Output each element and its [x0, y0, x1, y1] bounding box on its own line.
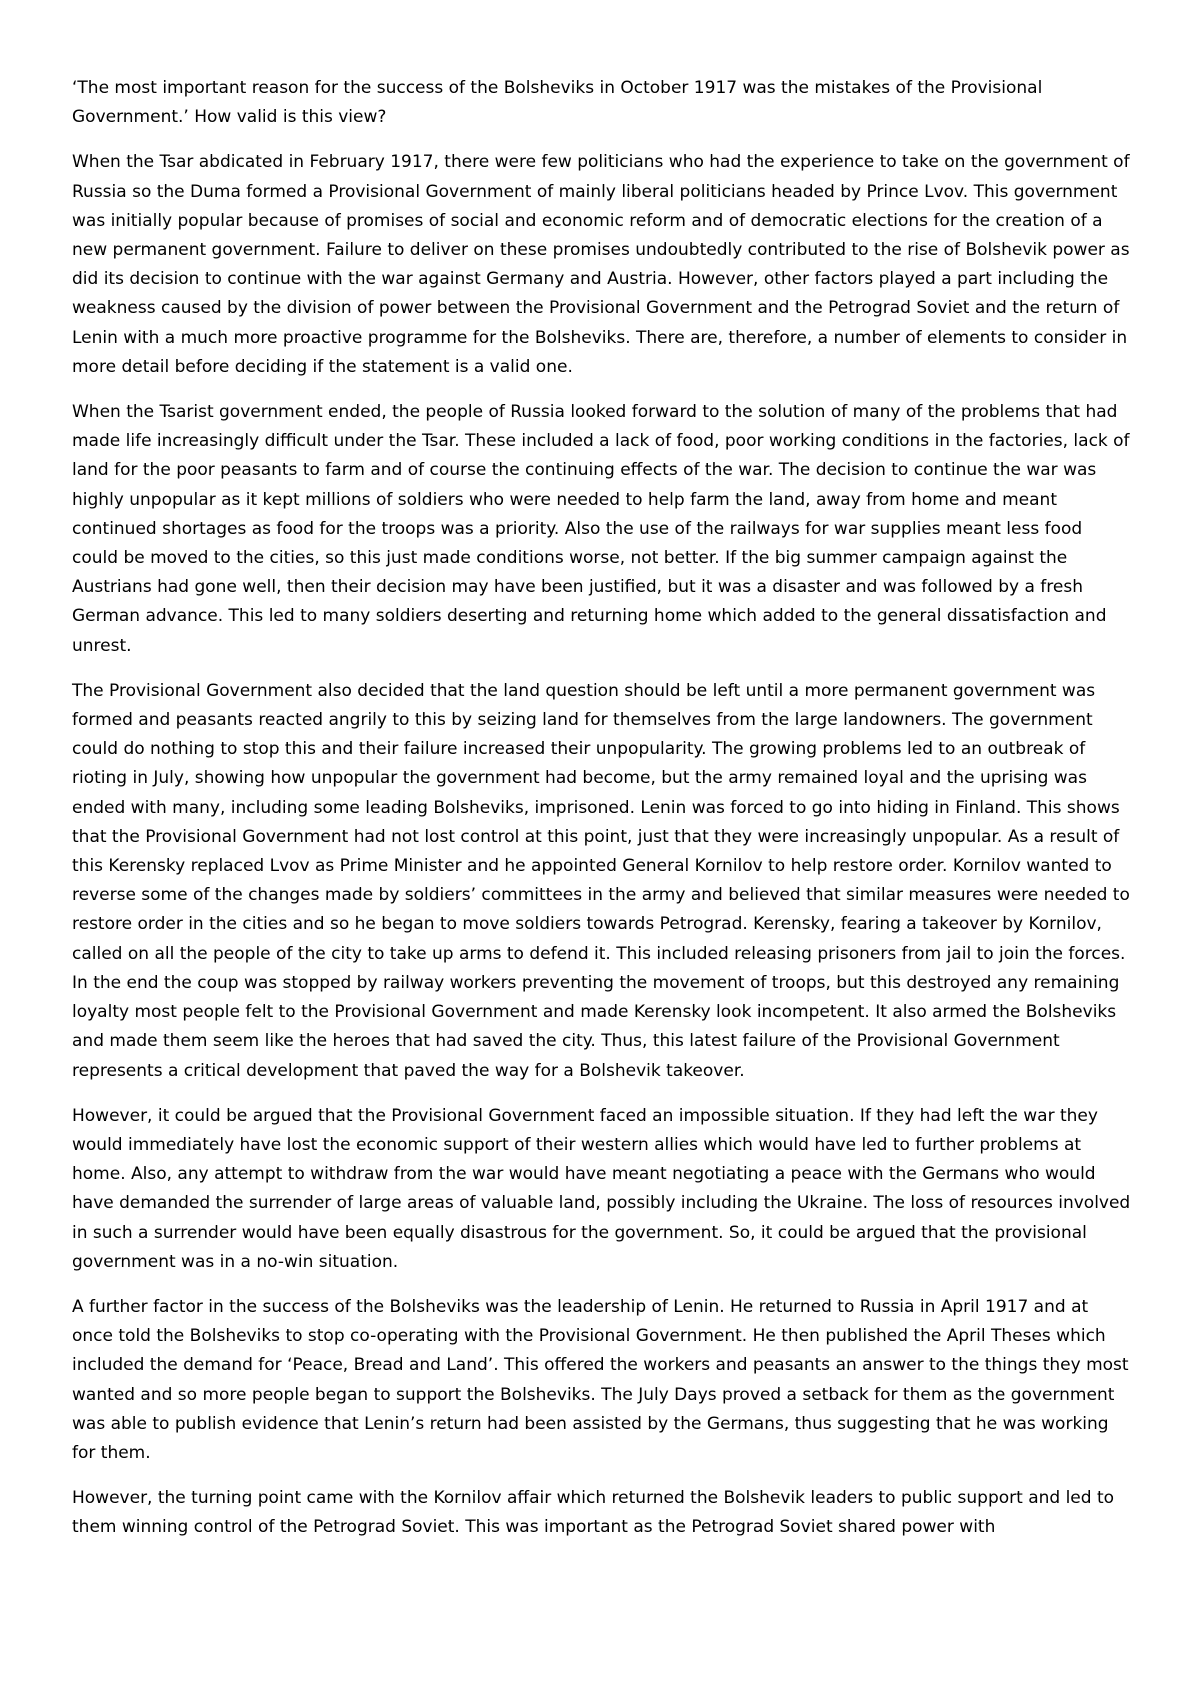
paragraph-turning-point: However, the turning point came with the Kornilov affair which returned the Bolshevik leaders to public support and led to them winning control of the Petrograd Soviet. This was important as the Petrograd Soviet shared power with	[72, 1488, 1115, 1538]
paragraph-introduction: When the Tsar abdicated in February 1917, there were few politicians who had the experience to take on the government of Russia so the Duma formed a Provisional Government of mainly liberal politicians headed by Prince Lvov. This government was initially popular because of promises of social and economic reform and of democratic elections for the creation of a new permanent government. Failure to deliver on these promises undoubtedly contributed to the rise of Bolshevik power as did its decision to continue with the war against Germany and Austria. However, other factors played a part including the weakness caused by the division of power between the Provisional Government and the Petrograd Soviet and the return of Lenin with a much more proactive programme for the Bolsheviks. There are, therefore, a number of elements to consider in more detail before deciding if the statement is a valid one.	[72, 152, 1130, 377]
paragraph-land-and-kornilov: The Provisional Government also decided that the land question should be left until a more permanent government was formed and peasants reacted angrily to this by seizing land for themselves from the large landowners. The government could do nothing to stop this and their failure increased their unpopularity. The growing problems led to an outbreak of rioting in July, showing how unpopular the government had become, but the army remained loyal and the uprising was ended with many, including some leading Bolsheviks, imprisoned. Lenin was forced to go into hiding in Finland. This shows that the Provisional Government had not lost control at this point, just that they were increasingly unpopular. As a result of this Kerensky replaced Lvov as Prime Minister and he appointed General Kornilov to help restore order. Kornilov wanted to reverse some of the changes made by soldiers’ committees in the army and believed that similar measures were needed to restore order in the cities and so he began to move soldiers towards Petrograd. Kerensky, fearing a takeover by Kornilov, called on all the people of the city to take up arms to defend it. This included releasing prisoners from jail to join the forces. In the end the coup was stopped by railway workers preventing the movement of troops, but this destroyed any remaining loyalty most people felt to the Provisional Government and made Kerensky look incompetent. It also armed the Bolsheviks and made them seem like the heroes that had saved the city. Thus, this latest failure of the Provisional Government represents a critical development that paved the way for a Bolshevik takeover.	[72, 680, 1130, 1081]
paragraph-counterargument: However, it could be argued that the Provisional Government faced an impossible situation. If they had left the war they would immediately have lost the economic support of their western allies which would have led to further problems at home. Also, any attempt to withdraw from the war would have meant negotiating a peace with the Germans who would have demanded the surrender of large areas of valuable land, possibly including the Ukraine. The loss of resources involved in such a surrender would have been equally disastrous for the government. So, it could be argued that the provisional government was in a no-win situation.	[72, 1105, 1131, 1272]
paragraph-war-and-problems: When the Tsarist government ended, the people of Russia looked forward to the solution of many of the problems that had made life increasingly difficult under the Tsar. These included a lack of food, poor working conditions in the factories, lack of land for the poor peasants to farm and of course the continuing effects of the war. The decision to continue the war was highly unpopular as it kept millions of soldiers who were needed to help farm the land, away from home and meant continued shortages as food for the troops was a priority. Also the use of the railways for war supplies meant less food could be moved to the cities, so this just made conditions worse, not better. If the big summer campaign against the Austrians had gone well, then their decision may have been justified, but it was a disaster and was followed by a fresh German advance. This led to many soldiers deserting and returning home which added to the general dissatisfaction and unrest.	[72, 402, 1130, 656]
paragraph-lenin-leadership: A further factor in the success of the Bolsheviks was the leadership of Lenin. He returned to Russia in April 1917 and at once told the Bolsheviks to stop co-operating with the Provisional Government. He then published the April Theses which included the demand for ‘Peace, Bread and Land’. This offered the workers and peasants an answer to the things they most wanted and so more people began to support the Bolsheviks. The July Days proved a setback for them as the government was able to publish evidence that Lenin’s return had been assisted by the Germans, thus suggesting that he was working for them.	[72, 1296, 1129, 1463]
essay-question: ‘The most important reason for the success of the Bolsheviks in October 1917 was the mistakes of the Provisional Government.’ How valid is this view?	[72, 78, 1043, 128]
document-page	[72, 74, 1132, 1559]
